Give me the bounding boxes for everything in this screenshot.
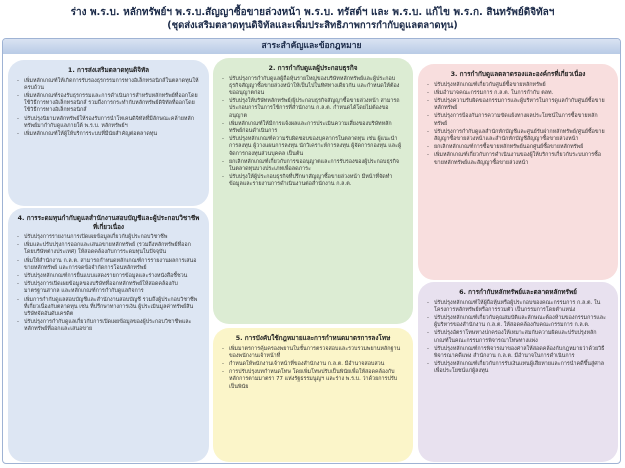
list-item: - กำหนดให้พนักงานเจ้าหน้าที่ของสำนักงาน ก.ล.ต. มีอำนาจสอบสวน xyxy=(222,361,404,368)
panel-heading: 1. การส่งเสริมตลาดทุนดิจิทัล xyxy=(67,66,150,74)
list-item: - ปรับปรุงให้บริษัทหลักทรัพย์/ผู้ประกอบธุรกิจสัญญาซื้อขายล่วงหน้า สามารถประกอบการในการใช้การที่สำนักงาน ก.ล.ต. กำหนดได้โดยไม่ต้องขออนุญาต xyxy=(222,98,404,120)
list-item: - เพิ่มหลักเกณฑ์เกี่ยวกับการดำเนินงานของผู้ให้บริการเกี่ยวกับระบบการซื้อขายหลักทรัพย์และสัญญาซื้อขายล่วงหน้า xyxy=(427,152,609,166)
list-item: - ยกเลิกหลักเกณฑ์เกี่ยวกับการขออนุญาตและการรับรองของผู้ประกอบธุรกิจในตลาดทุนบางประเภทเพื่อลดภาระ xyxy=(222,159,404,173)
list-item: - ปรับปรุงหลักเกณฑ์การพิจารณาของศาลให้สอดคล้องกับกฎหมายว่าด้วยวิธีพิจารณาคดีแพ่ง สำนักงาน ก.ล.ต. มีอำนาจในการดำเนินการ xyxy=(427,346,609,360)
panel-secondary-market xyxy=(418,64,618,280)
list-item: - ปรับปรุงอัตราโทษทางปกครองให้เหมาะสมกับความผิดและปรับปรุงหลักเกณฑ์ในคณะกรรมการพิจารณาโทษทางแพ่ง xyxy=(427,330,609,344)
list-item: - ปรับปรุงการเปิดเผยข้อมูลของบริษัทที่ออกหลักทรัพย์ให้สอดคล้องกับมาตรฐานสากล และหลักเกณฑ์การกำกับดูแลกิจการ xyxy=(17,281,200,295)
panel-heading: 5. การบังคับใช้กฎหมายและการกำหนดมาตรการลงโทษ xyxy=(235,334,391,342)
list-item: - ปรับปรุงนิยามหลักทรัพย์ให้รองรับการนำโทเคนดิจิทัลที่มีลักษณะคล้ายหลักทรัพย์มากำกับดูแลภายใต้ พ.ร.บ. หลักทรัพย์ฯ xyxy=(17,116,200,130)
list-item: - เพิ่มให้สำนักงาน ก.ล.ต. สามารถกำหนดหลักเกณฑ์การรายงานผลการเสนอขายหลักทรัพย์ และการจดข้อจำกัดการโอนหลักทรัพย์ xyxy=(17,258,200,272)
list-item: - ปรับปรุงการกำกับดูแลผู้ถือหุ้นรายใหญ่ของบริษัทหลักทรัพย์และผู้ประกอบธุรกิจสัญญาซื้อขายล่วงหน้าให้เป็นไปในทิศทางเดียวกัน และกำหนดให้ต้องขออนุญาตก่อน xyxy=(222,76,404,98)
title-line-1: ร่าง พ.ร.บ. หลักทรัพย์ฯ พ.ร.บ.สัญญาซื้อขายล่วงหน้า พ.ร.บ. ทรัสต์ฯ และ พ.ร.บ. แก้ไข พ.ร.ก. สินทรัพย์ดิจิทัลฯ xyxy=(70,7,555,18)
list-item: - ปรับปรุงการรายงานการเปิดเผยข้อมูลเกี่ยวกับผู้ประกอบวิชาชีพ xyxy=(17,234,200,241)
title-line-2: (ชุดส่งเสริมตลาดทุนดิจิทัลและเพิ่มประสิทธิภาพการกำกับดูแลตลาดทุน) xyxy=(167,20,458,31)
panel-heading: 4. การระดมทุนกำกับดูแลสำนักงานสอบบัญชีและผู้ประกอบวิชาชีพที่เกี่ยวเนื่อง xyxy=(17,214,200,231)
list-item: - การปรับปรุงบทกำหนดโทษ โดยเพิ่มโทษปรับเป็นพินัยเพื่อให้สอดคล้องกับหลักการตามมาตรา 77 แห่งรัฐธรรมนูญฯ และร่าง พ.ร.บ. ว่าด้วยการปรับเป็นพินัย xyxy=(222,369,404,391)
panel-digital-capital-market xyxy=(8,60,209,206)
list-item: - ปรับปรุงการป้องกันการความขัดแย้งทางผลประโยชน์ในการซื้อขายหลักทรัพย์ xyxy=(427,113,609,127)
list-item: - ปรับปรุงหลักเกณฑ์ความรับผิดชอบของบุคลากรในตลาดทุน เช่น ผู้แนะนำการลงทุน ผู้วางแผนการลงทุน นักวิเคราะห์การลงทุน ผู้จัดการกองทุน และผู้จัดการกองทุนส่วนบุคคล เป็นต้น xyxy=(222,136,404,158)
section-banner: สาระสำคัญและข้อกฎหมาย xyxy=(3,39,620,54)
panel-list xyxy=(17,234,200,334)
list-item: - ปรับปรุงการกำกับดูแลสำนักหักบัญชีและศูนย์รับฝากหลักทรัพย์/ศูนย์ซื้อขายสัญญาซื้อขายล่วงหน้าและสำนักหักบัญชีสัญญาซื้อขายล่วงหน้า xyxy=(427,129,609,143)
list-item: - ปรับปรุงหลักเกณฑ์ให้ผู้ถือหุ้นหรือผู้ประกอบของคณะกรรมการ ก.ล.ต. ในโครงการหลักทรัพย์หรือการรวมตัว เป็นกรรมการโดยตำแหน่ง xyxy=(427,300,609,314)
panel-heading: 3. การกำกับดูแลตลาดรองและองค์กรที่เกี่ยวเนื่อง xyxy=(450,70,586,78)
list-item: - ยกเลิกหลักเกณฑ์การซื้อขายหลักทรัพย์นอกศูนย์ซื้อขายหลักทรัพย์ xyxy=(427,144,609,151)
list-item: - ปรับปรุงหลักเกณฑ์เกี่ยวกับคุณสมบัติและลักษณะต้องห้ามของกรรมการและผู้บริหารของสำนักงาน ก.ล.ต. ให้สอดคล้องกับคณะกรรมการ ก.ล.ต. xyxy=(427,315,609,329)
list-item: - เพิ่มมาตรการคุ้มครองพยานในชั้นการตรวจสอบและรวบรวมพยานหลักฐานของพนักงานเจ้าหน้าที่ xyxy=(222,346,404,360)
panel-fundraising-auditors xyxy=(8,208,209,462)
panel-heading: 6. การกำกับหลักทรัพย์และตลาดหลักทรัพย์ xyxy=(459,288,577,296)
list-item: - เพิ่มหลักเกณฑ์ให้มีการแจ้งผลและการประเมินความเสี่ยงของบริษัทหลักทรัพย์ก่อนดำเนินการ xyxy=(222,121,404,135)
list-item: - เพิ่มหลักเกณฑ์รองรับธุรกรรมและการดำเนินการสำหรับหลักทรัพย์ที่ออกโดยใช้วิธีการทางอิเล็กทรอนิกส์ รวมถึงการกระทำกับหลักทรัพย์ดิจิทัลที่ออกโดยใช้วิธีการทางอิเล็กทรอนิกส์ xyxy=(17,93,200,115)
list-item: - ปรับปรุงให้ผู้ประกอบธุรกิจที่ปรึกษาสัญญาซื้อขายล่วงหน้า มีหน้าที่จัดทำข้อมูลและรายงานการดำเนินงานต่อสำนักงาน ก.ล.ต. xyxy=(222,174,404,188)
panel-list xyxy=(17,78,200,139)
page-title xyxy=(0,6,625,32)
panel-securities-supervision xyxy=(418,282,618,462)
panel-list xyxy=(222,346,404,391)
list-item: - ปรับปรุงหลักเกณฑ์การยื่นแบบแสดงรายการข้อมูลและร่างหนังสือชี้ชวน xyxy=(17,273,200,280)
panel-list xyxy=(427,300,609,376)
panel-law-enforcement xyxy=(213,328,413,462)
panel-heading: 2. การกำกับดูแลผู้ประกอบธุรกิจ xyxy=(268,64,358,72)
list-item: - ปรับปรุงหลักเกณฑ์เกี่ยวกับการรับเงินแทนผู้เสียหายและการนำคดีขึ้นสู่ศาลเพื่อประโยชน์แก่ผู้ลงทุน xyxy=(427,361,609,375)
list-item: - เพิ่มการกำกับดูแลสอบบัญชีและสำนักงานสอบบัญชี รวมถึงผู้ประกอบวิชาชีพที่เกี่ยวเนื่องกับตลาดทุน เช่น ที่ปรึกษาทางการเงิน ผู้ประเมินมูลค่าทรัพย์สิน บริษัทจัดอันดับเครดิต xyxy=(17,297,200,319)
panel-business-operators xyxy=(213,58,413,324)
list-item: - ปรับปรุงการกำกับดูแลเกี่ยวกับการเปิดเผยข้อมูลของผู้ประกอบวิชาชีพและหลักทรัพย์ที่ออกและเสนอขาย xyxy=(17,319,200,333)
list-item: - ปรับปรุงหลักเกณฑ์เกี่ยวกับศูนย์ซื้อขายหลักทรัพย์ xyxy=(427,82,609,89)
panel-list xyxy=(222,76,404,189)
list-item: - ปรับปรุงความรับผิดของกรรมการและผู้บริหารในการดูแลกำกับศูนย์ซื้อขายหลักทรัพย์ xyxy=(427,98,609,112)
list-item: - เพิ่มหลักเกณฑ์ให้เกิดการรับรองธุรกรรมการทางอิเล็กทรอนิกส์ในตลาดทุนให้ครบถ้วน xyxy=(17,78,200,92)
list-item: - เพิ่มและปรับปรุงการออกและเสนอขายหลักทรัพย์ (รวมถึงหลักทรัพย์ที่ออกโดยบริษัทต่างประเทศ) ให้สอดคล้องกับการระดมทุนในปัจจุบัน xyxy=(17,242,200,256)
panel-list xyxy=(427,82,609,167)
list-item: - เพิ่มอำนาจคณะกรรมการ ก.ล.ต. ในการกำกับ ตลท. xyxy=(427,90,609,97)
list-item: - เพิ่มหลักเกณฑ์ให้ผู้ให้บริการระบบที่มีนัยสำคัญต่อตลาดทุน xyxy=(17,131,200,138)
